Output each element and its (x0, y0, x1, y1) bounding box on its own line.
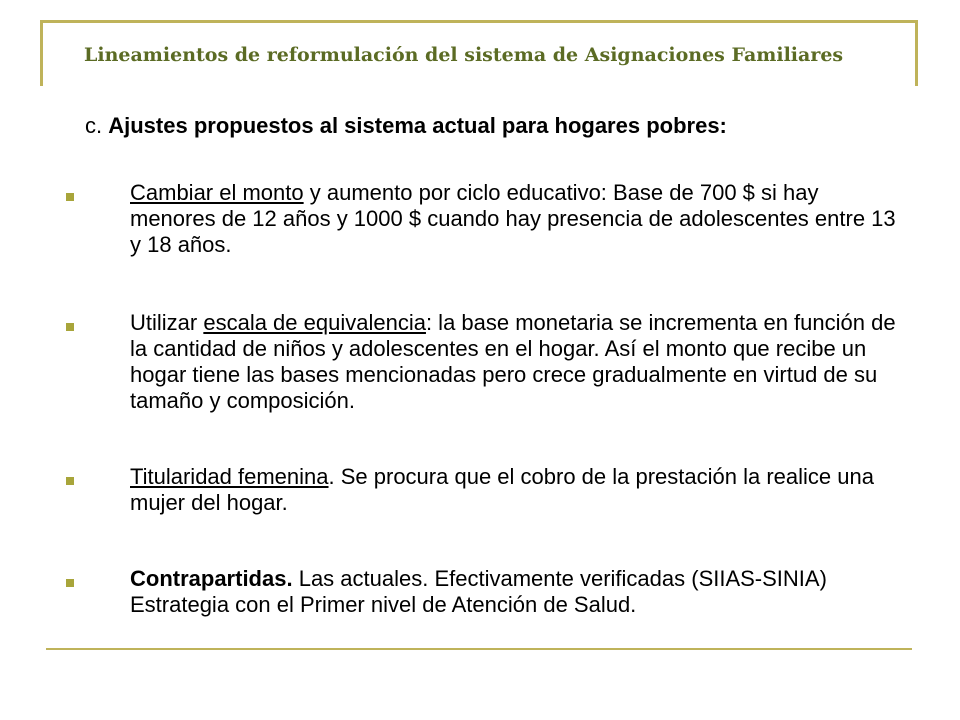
square-bullet-icon (66, 323, 74, 331)
bullet-emphasis: escala de equivalencia (203, 310, 426, 335)
bullet-rest: : la base monetaria se incrementa en función de la cantidad de niños y adolescentes en el hogar. Así el monto que recibe un hogar tiene las bases mencionadas pero crece gradualmente en virtud de su tamaño y composición. (130, 310, 896, 413)
bullet-emphasis: Contrapartidas. (130, 566, 293, 591)
bullet-text (130, 310, 910, 414)
bullet-prefix: Utilizar (130, 310, 204, 335)
bullet-text (130, 180, 910, 258)
square-bullet-icon (66, 477, 74, 485)
square-bullet-icon (66, 579, 74, 587)
bullet-emphasis: Titularidad femenina (130, 464, 329, 489)
frame-bottom-line (46, 648, 912, 650)
frame-right-line (915, 20, 918, 86)
bullet-text (130, 464, 910, 516)
bullet-rest: . Se procura que el cobro de la prestación la realice una mujer del hogar. (130, 464, 874, 515)
bullet-text (130, 566, 910, 618)
square-bullet-icon (66, 193, 74, 201)
slide-subtitle (85, 113, 727, 139)
frame-top-line (40, 20, 918, 23)
bullet-rest: Las actuales. Efectivamente verificadas (SIIAS-SINIA) Estrategia con el Primer nivel de Atención de Salud. (130, 566, 827, 617)
subtitle-bold: Ajustes propuestos al sistema actual para hogares pobres: (108, 113, 727, 138)
subtitle-lead: c. (85, 113, 109, 138)
bullet-rest: y aumento por ciclo educativo: Base de 700 $ si hay menores de 12 años y 1000 $ cuando hay presencia de adolescentes entre 13 y 18 años. (130, 180, 896, 257)
slide-title: Lineamientos de reformulación del sistema de Asignaciones Familiares (84, 44, 844, 66)
bullet-emphasis: Cambiar el monto (130, 180, 304, 205)
frame-left-line (40, 20, 43, 86)
